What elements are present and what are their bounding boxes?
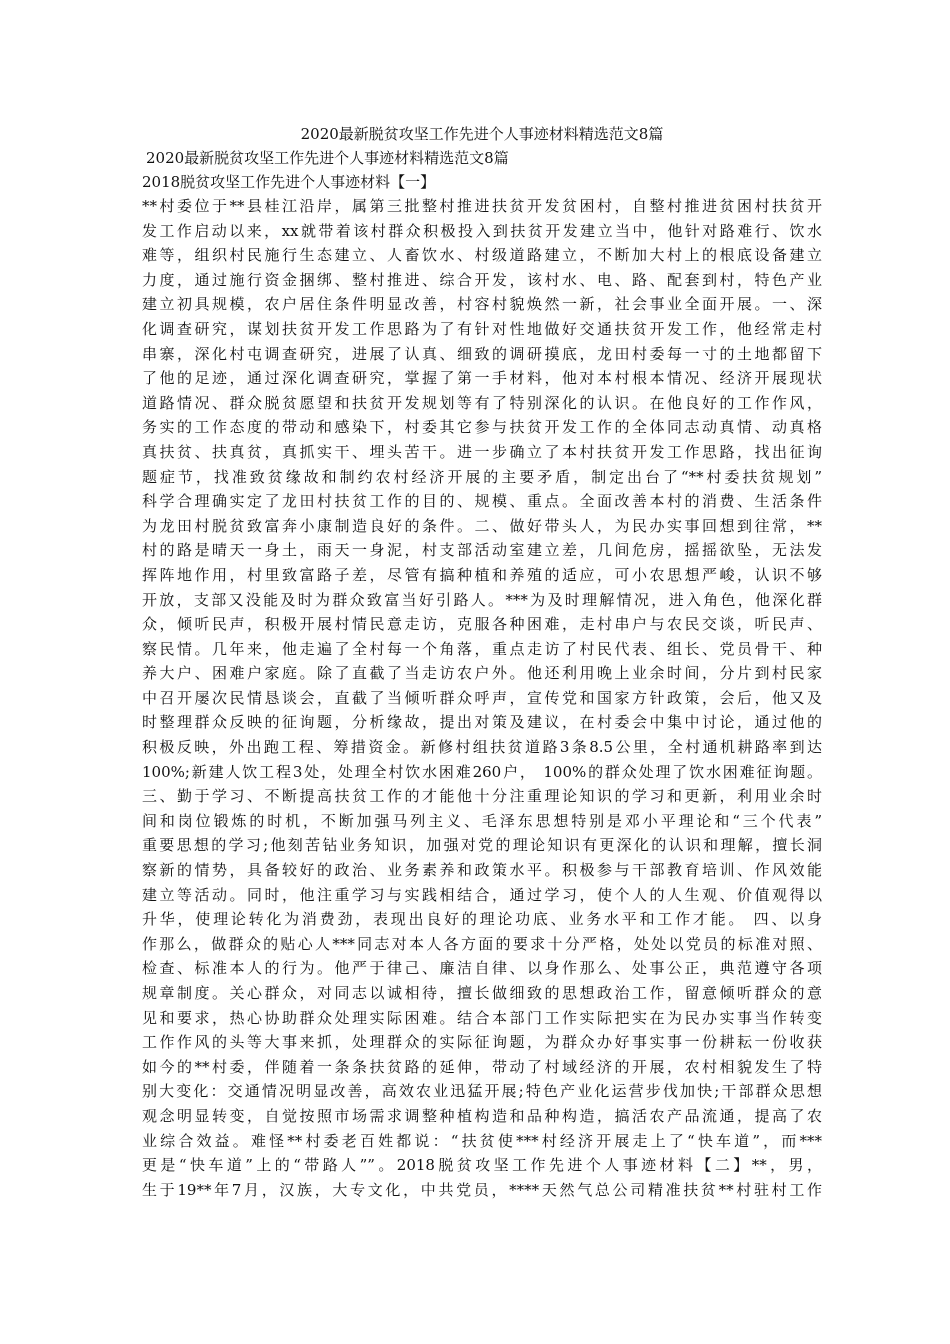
document-title: 2020最新脱贫攻坚工作先进个人事迹材料精选范文8篇 (300, 125, 664, 143)
body-line: 了他的足迹，通过深化调查研究，掌握了第一手材料，他对本村根本情况、经济开展现状 (142, 369, 822, 388)
body-line: 建立等活动。同时，他注重学习与实践相结合，通过学习，使个人的人生观、价值观得以 (142, 885, 822, 904)
body-line: 见和要求，热心协助群众处理实际困难。结合本部门工作实际把实在为民办实事当作转变 (142, 1008, 822, 1027)
body-line: 如今的**村委，伴随着一条条扶贫路的延伸，带动了村域经济的开展，农村相貌发生了特 (142, 1057, 822, 1076)
body-line: 间和岗位锻炼的时机，不断加强马列主义、毛泽东思想特别是邓小平理论和“三个代表” (142, 811, 822, 830)
body-line: 真扶贫、扶真贫，真抓实干、埋头苦干。进一步确立了本村扶贫开发工作思路，找出征询 (142, 442, 822, 461)
body-line: 化调查研究，谋划扶贫开发工作思路为了有针对性地做好交通扶贫开发工作，他经常走村 (142, 319, 822, 338)
body-line: 为龙田村脱贫致富奔小康制造良好的条件。二、做好带头人，为民办实事回想到往常，** (142, 516, 822, 535)
body-line: 检查、标准本人的行为。他严于律己、廉洁自律、以身作那么、处事公正，典范遵守各项 (142, 959, 822, 978)
body-line: 积极反映，外出跑工程、筹措资金。新修村组扶贫道路3条8.5公里，全村通机耕路率到达 (142, 738, 822, 757)
body-line: 发工作启动以来，xx就带着该村群众积极投入到扶贫开发建立当中，他针对路难行、饮水 (142, 221, 822, 240)
body-line: 察民情。几年来，他走遍了全村每一个角落，重点走访了村民代表、组长、党员骨干、种 (142, 639, 822, 658)
body-line: 观念明显转变，自觉按照市场需求调整种植构造和品种构造，搞活农产品流通，提高了农 (142, 1106, 822, 1125)
body-line: 业综合效益。难怪**村委老百姓都说：“扶贫使***村经济开展走上了“快车道”，而*** (142, 1131, 822, 1150)
body-text (142, 194, 822, 1202)
body-line: 工作作风的头等大事来抓，处理群众的实际征询题，为群众办好事实事一份耕耘一份收获 (142, 1033, 822, 1052)
body-line: 察新的情势，具备较好的政治、业务素养和政策水平。积极参与干部教育培训、作风效能 (142, 861, 822, 880)
body-line: 三、勤于学习、不断提高扶贫工作的才能他十分注重理论知识的学习和更新，利用业余时 (142, 787, 822, 806)
document-subtitle: 2020最新脱贫攻坚工作先进个人事迹材料精选范文8篇 (146, 149, 509, 167)
section-heading: 2018脱贫攻坚工作先进个人事迹材料【一】 (142, 173, 436, 191)
body-line: 更是“快车道”上的“带路人””。2018脱贫攻坚工作先进个人事迹材料【二】**，男， (142, 1156, 822, 1175)
document-page (142, 122, 822, 1202)
body-line: 生于19**年7月，汉族，大专文化，中共党员，****天然气总公司精准扶贫**村驻村工作 (142, 1180, 822, 1199)
body-line: 众，倾听民声，积极开展村情民意走访，克服各种困难，走村串户与农民交谈，听民声、 (142, 615, 822, 634)
body-line: 题症节，找准致贫缘故和制约农村经济开展的主要矛盾，制定出台了“**村委扶贫规划” (142, 467, 822, 486)
body-line: 道路情况、群众脱贫愿望和扶贫开发规划等有了特别深化的认识。在他良好的工作作风， (142, 393, 822, 412)
body-line: 规章制度。关心群众，对同志以诚相待，擅长做细致的思想政治工作，留意倾听群众的意 (142, 984, 822, 1002)
body-line: 村的路是晴天一身土，雨天一身泥，村支部活动室建立差，几间危房，摇摇欲坠，无法发 (142, 541, 822, 560)
body-line: 别大变化：交通情况明显改善，高效农业迅猛开展;特色产业化运营步伐加快;干部群众思想 (142, 1082, 822, 1101)
body-line: 升华，使理论转化为消费劲，表现出良好的理论功底、业务水平和工作才能。 四、以身 (142, 910, 822, 929)
body-line: 养大户、困难户家庭。除了直截了当走访农户外。他还利用晚上业余时间，分片到村民家 (142, 664, 822, 683)
body-line: 科学合理确实定了龙田村扶贫工作的目的、规模、重点。全面改善本村的消费、生活条件 (142, 492, 822, 511)
body-line: 难等，组织村民施行生态建立、人畜饮水、村级道路建立，不断加大村上的根底设备建立 (142, 246, 822, 265)
body-line: 时整理群众反映的征询题，分析缘故，提出对策及建议，在村委会中集中讨论，通过他的 (142, 713, 822, 732)
body-line: 务实的工作态度的带动和感染下，村委其它参与扶贫开发工作的全体同志动真情、动真格 (142, 418, 822, 437)
body-line: 建立初具规模，农户居住条件明显改善，村容村貌焕然一新，社会事业全面开展。一、深 (142, 295, 822, 314)
body-line: 串寨，深化村屯调查研究，进展了认真、细致的调研摸底，龙田村委每一寸的土地都留下 (142, 344, 822, 363)
body-line: 100%;新建人饮工程3处，处理全村饮水困难260户， 100%的群众处理了饮水困难征询题。 (142, 762, 822, 781)
body-line: 中召开屡次民情恳谈会，直截了当倾听群众呼声，宣传党和国家方针政策，会后，他又及 (142, 688, 822, 707)
body-line: 挥阵地作用，村里致富路子差，尽管有搞种植和养殖的适应，可小农思想严峻，认识不够 (142, 565, 822, 584)
body-line: **村委位于**县桂江沿岸，属第三批整村推进扶贫开发贫困村，自整村推进贫困村扶贫开 (142, 197, 822, 215)
body-line: 开放，支部又没能及时为群众致富当好引路人。***为及时理解情况，进入角色，他深化群 (142, 590, 822, 609)
body-line: 重要思想的学习;他刻苦钻业务知识，加强对党的理论知识有更深化的认识和理解，擅长洞 (142, 836, 822, 855)
body-line: 力度，通过施行资金捆绑、整村推进、综合开发，该村水、电、路、配套到村，特色产业 (142, 270, 822, 289)
body-line: 作那么，做群众的贴心人***同志对本人各方面的要求十分严格，处处以党员的标准对照、 (142, 934, 822, 953)
